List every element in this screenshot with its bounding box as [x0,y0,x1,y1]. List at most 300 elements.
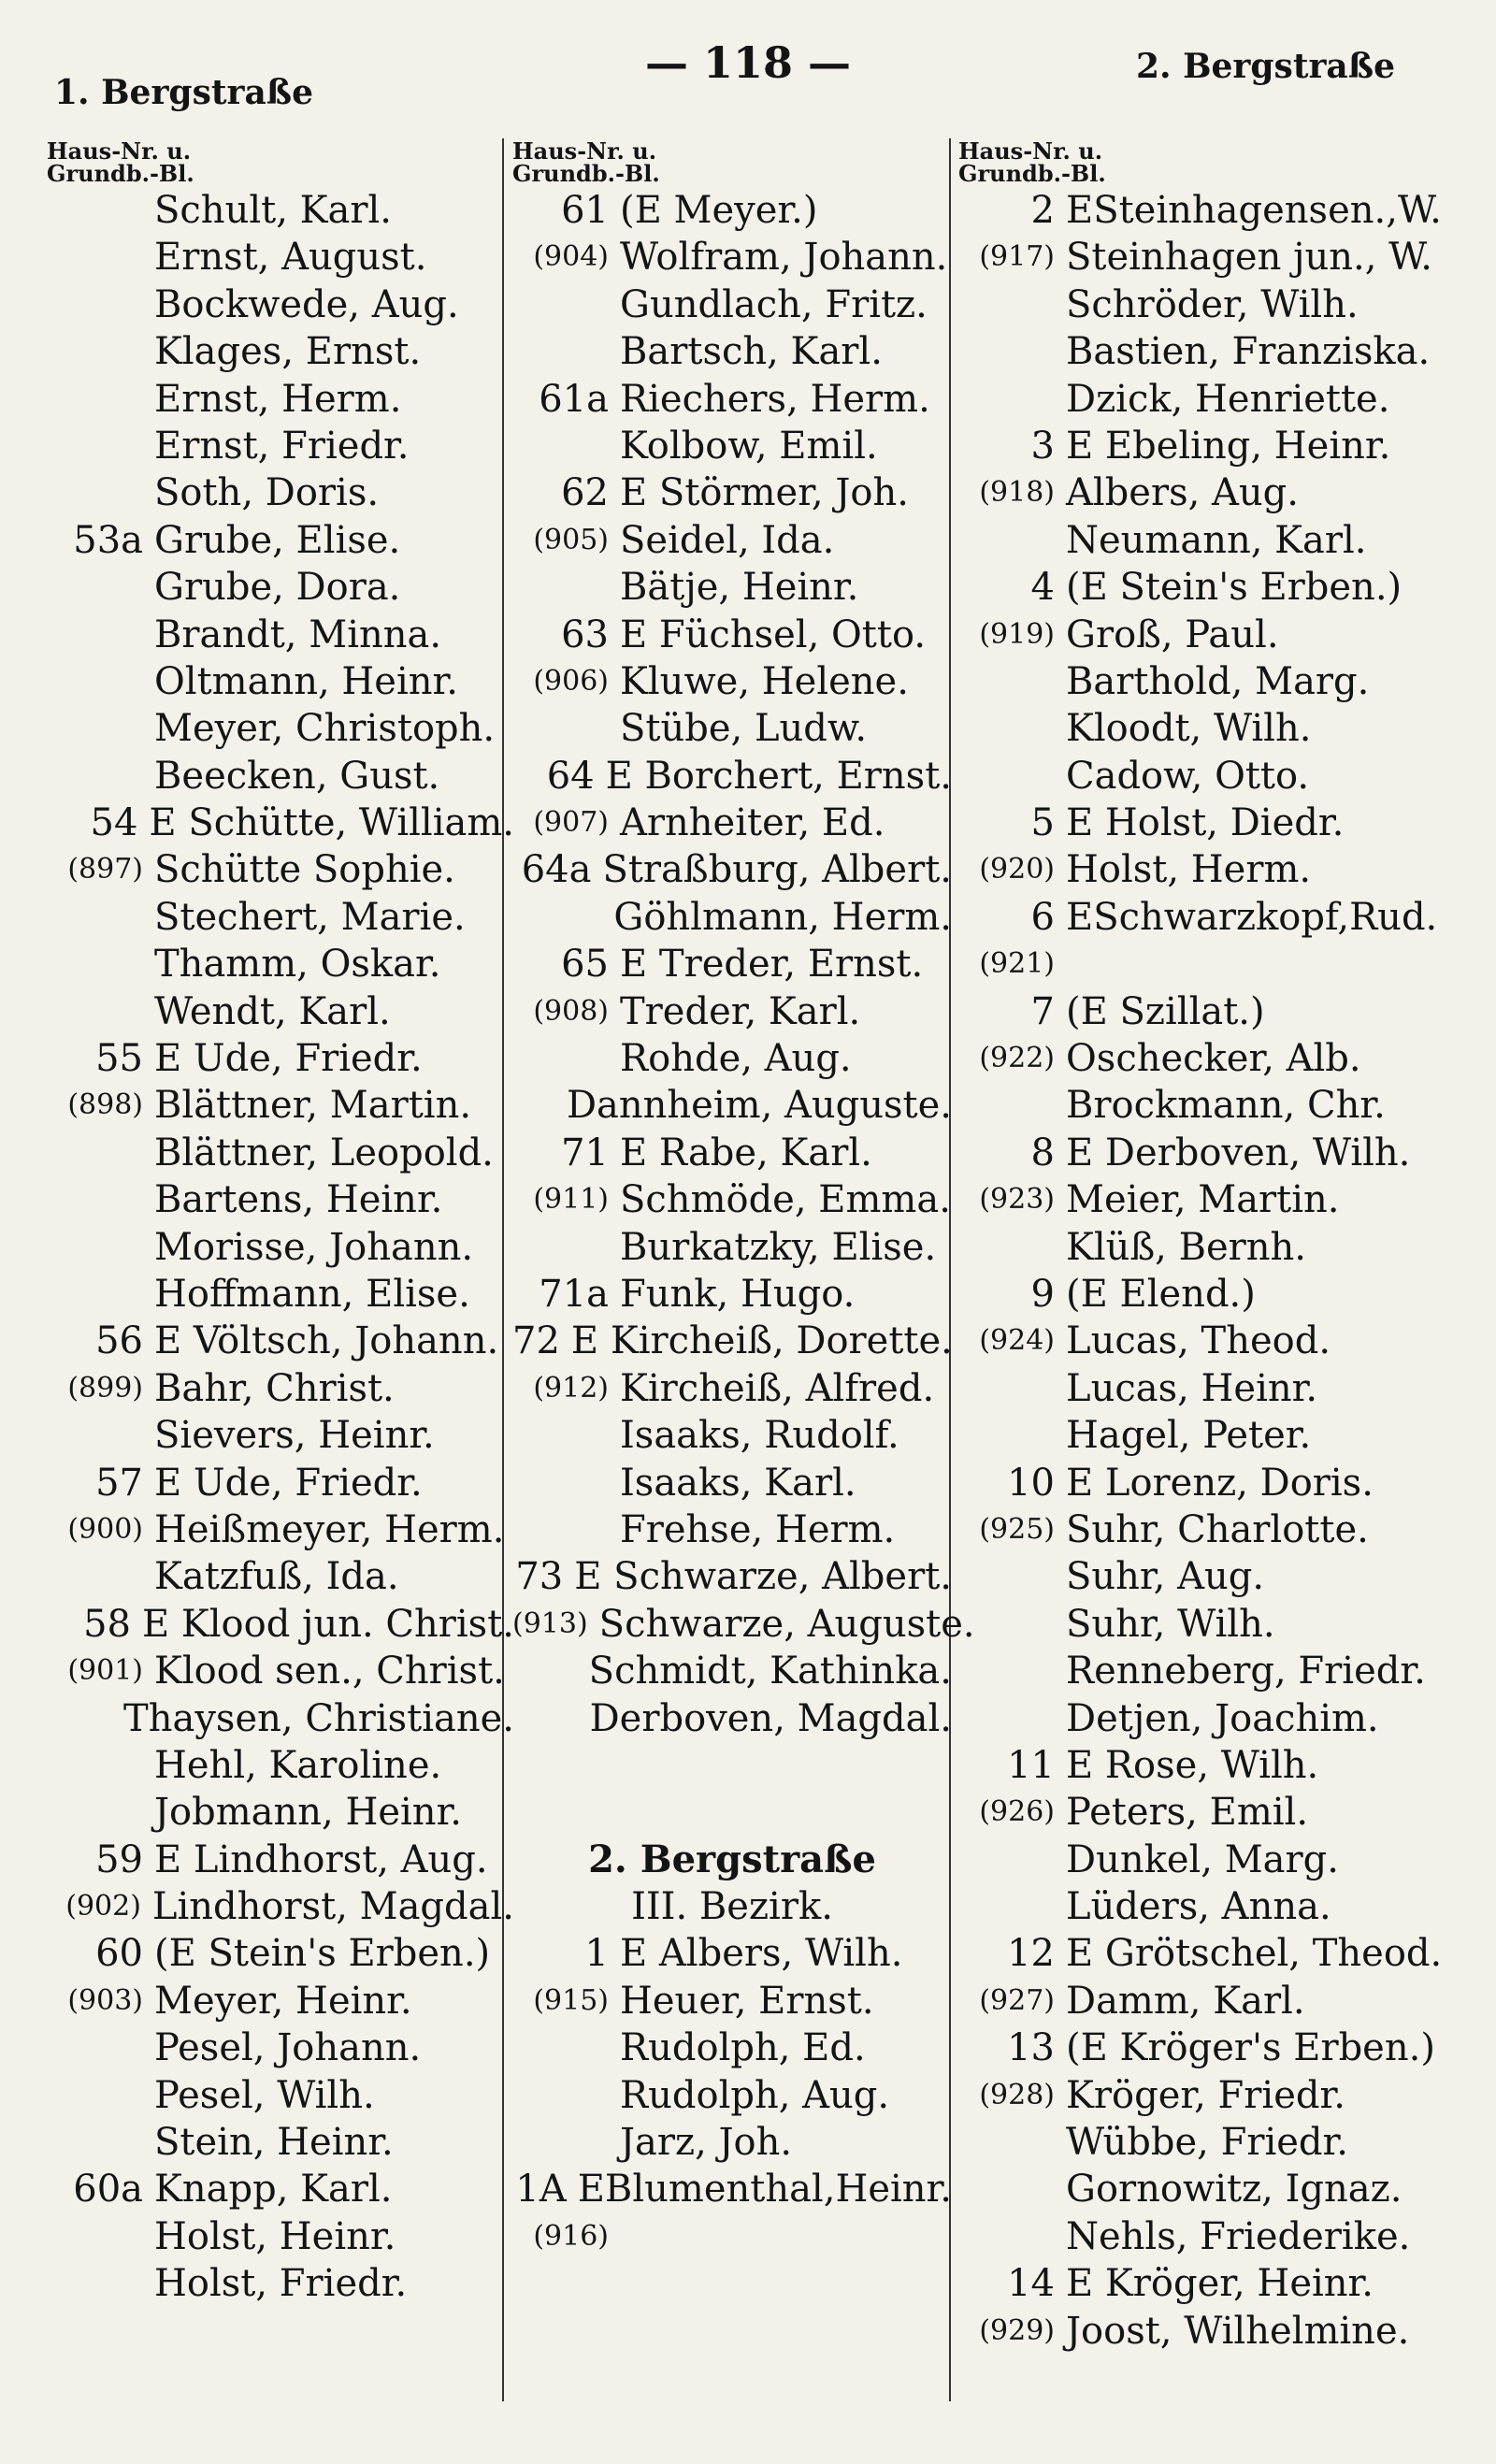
running-head-right: 2. Bergstraße [1135,47,1395,86]
resident-name: Klages, Ernst. [154,330,422,374]
resident-name: Beecken, Gust. [154,754,440,798]
resident-name: Schmöde, Emma. [620,1178,951,1222]
directory-entry [958,800,1463,846]
house-number [512,1082,567,1129]
directory-entry [958,376,1463,423]
house-number [958,1224,1066,1271]
house-number [958,658,1066,705]
resident-name: Renneberg, Friedr. [1066,1650,1426,1693]
grundbuch-number: (900) [67,1512,143,1546]
directory-entry [958,941,1463,987]
resident-name: Kluwe, Helene. [620,659,909,703]
directory-entry [47,2213,514,2260]
resident-name: Grube, Elise. [154,518,401,562]
house-number [958,376,1066,423]
section-title-text: 2. Bergstraße [588,1837,876,1881]
house-number [47,2072,154,2119]
directory-entry [512,658,952,705]
directory-entry [512,2213,952,2260]
resident-name: Bastien, Franziska. [1066,330,1431,374]
house-number [512,2119,620,2166]
resident-name: ESchwarzkopf,Rud. [1066,895,1438,939]
house-number [512,2072,620,2119]
house-number: 1 [584,1932,609,1976]
directory-entry [512,1318,952,1364]
resident-name: Seidel, Ida. [620,518,835,562]
house-number: 71a [539,1272,609,1316]
house-number [512,1648,589,1694]
directory-entry [47,187,514,234]
column-heading: Haus-Nr. u. Grundb.-Bl. [512,137,660,187]
house-number: 5 [1030,801,1055,845]
house-number: 54 [90,801,138,845]
resident-name: Brockmann, Chr. [1066,1084,1386,1128]
directory-entry [47,2025,514,2071]
directory-entry [512,753,952,800]
resident-name: E Kröger, Heinr. [1066,2262,1374,2306]
resident-name: Dannheim, Auguste. [566,1084,952,1128]
house-number [47,1130,154,1176]
resident-name: Holst, Herm. [1066,848,1312,892]
running-head-left: 1. Bergstraße [54,73,314,112]
directory-entry [512,612,952,658]
resident-name: Dzick, Henriette. [1066,377,1390,421]
house-number: 61a [539,377,609,421]
directory-entry [958,894,1463,941]
house-number: 11 [1007,1743,1055,1787]
resident-name: Klood sen., Christ. [154,1650,505,1693]
resident-name: Dunkel, Marg. [1066,1837,1339,1881]
house-number [512,1460,620,1506]
directory-entry [512,1035,952,1082]
house-number: 9 [1030,1272,1055,1316]
directory-entry [512,1506,952,1553]
directory-entry [512,1176,952,1223]
directory-entry [512,941,952,987]
house-number [47,423,154,469]
directory-entry [512,705,952,752]
resident-name: (E Stein's Erben.) [1066,566,1402,610]
directory-entry [512,423,952,469]
resident-name: Kircheiß, Alfred. [620,1366,935,1410]
spacer [512,1742,952,1789]
house-number [47,1742,154,1789]
house-number [958,2166,1066,2212]
house-number [47,2025,154,2071]
column-heading: Haus-Nr. u. Grundb.-Bl. [958,137,1106,187]
directory-entry [958,988,1463,1035]
resident-name: E Völtsch, Johann. [154,1319,499,1363]
resident-name: Meier, Martin. [1066,1178,1340,1222]
directory-entry [958,1930,1463,1977]
house-number [958,1553,1066,1600]
grundbuch-number: (920) [979,853,1055,886]
resident-name: Soth, Doris. [154,471,380,515]
resident-name: Rudolph, Ed. [620,2026,866,2070]
resident-name: E Rose, Wilh. [1066,1743,1319,1787]
resident-name: E Schütte, William. [149,801,514,845]
resident-name: Suhr, Charlotte. [1066,1507,1369,1551]
directory-entry [958,1130,1463,1176]
directory-entry [47,988,514,1035]
directory-entry [47,376,514,423]
grundbuch-number: (897) [67,853,143,886]
directory-entry [512,1695,952,1742]
directory-entry [512,800,952,846]
directory-entry [958,1978,1463,2025]
house-number [47,2119,154,2166]
resident-name: Klüß, Bernh. [1066,1225,1307,1269]
resident-name: (E Elend.) [1066,1272,1256,1316]
resident-name: ESteinhagensen.,W. [1066,189,1442,232]
directory-entry [512,1648,952,1694]
house-number [47,1176,154,1223]
directory-entry [958,1742,1463,1789]
directory-entry [47,2072,514,2119]
house-number [958,1412,1066,1459]
house-number: 3 [1030,424,1055,468]
house-number [958,1648,1066,1694]
directory-entry [47,1601,514,1648]
resident-name: Pesel, Wilh. [154,2073,375,2117]
house-number [512,1412,620,1459]
directory-entry [47,2260,514,2307]
resident-name: E Albers, Wilh. [620,1932,903,1976]
grundbuch-number: (923) [979,1183,1055,1217]
resident-name: Kröger, Friedr. [1066,2073,1345,2117]
house-number: 60 [95,1932,143,1976]
directory-entry [47,1506,514,1553]
house-number [47,234,154,281]
house-number [958,753,1066,800]
directory-entry [47,469,514,516]
directory-entry [958,1695,1463,1742]
resident-name: Brandt, Minna. [154,612,442,656]
page-number: — 118 — [644,37,852,88]
resident-name: Arnheiter, Ed. [620,801,885,845]
resident-name: E Schwarze, Albert. [574,1555,952,1599]
house-number: 10 [1007,1461,1055,1505]
resident-name: E Lorenz, Doris. [1066,1461,1374,1505]
directory-entry [958,1553,1463,1600]
directory-entry [512,2119,952,2166]
resident-name: Joost, Wilhelmine. [1066,2309,1410,2353]
directory-entry [958,234,1463,281]
column-heading: Haus-Nr. u. Grundb.-Bl. [47,137,194,187]
grundbuch-number: (907) [533,806,609,840]
house-number: 64 [546,754,595,798]
resident-name: Stübe, Ludw. [620,707,868,751]
house-number [47,1412,154,1459]
directory-entry [47,1883,514,1930]
directory-entry [958,1412,1463,1459]
directory-entry [958,281,1463,328]
resident-name: Bahr, Christ. [154,1366,395,1410]
resident-name: Holst, Heinr. [154,2214,396,2258]
house-number [47,328,154,375]
directory-entry [47,941,514,987]
grundbuch-number: (921) [979,947,1055,981]
house-number [47,1553,154,1600]
house-number [958,1601,1066,1648]
resident-name: E Borchert, Ernst. [605,754,952,798]
directory-entry [47,846,514,893]
directory-entry [512,1930,952,1977]
resident-name: Meyer, Christoph. [154,707,496,751]
resident-name: Blättner, Leopold. [154,1131,494,1174]
directory-entry [958,564,1463,611]
resident-name: Ernst, August. [154,236,427,280]
resident-name: Schütte Sophie. [154,848,455,892]
resident-name: Lindhorst, Magdal. [151,1885,514,1929]
house-number [958,1082,1066,1129]
house-number [512,705,620,752]
directory-entry [512,517,952,564]
directory-entry [47,423,514,469]
resident-name: Grube, Dora. [154,566,401,610]
resident-name: E Grötschel, Theod. [1066,1932,1443,1976]
grundbuch-number: (908) [533,994,609,1028]
directory-entry [958,1601,1463,1648]
house-number [958,1837,1066,1883]
directory-entry [47,753,514,800]
grundbuch-number: (911) [533,1183,609,1217]
resident-name: Schwarze, Auguste. [598,1602,975,1646]
house-number: 7 [1030,989,1055,1033]
house-number [47,2213,154,2260]
resident-name: Oltmann, Heinr. [154,659,458,703]
directory-entry [512,1553,952,1600]
resident-name: Katzfuß, Ida. [154,1555,399,1599]
directory-entry [512,2072,952,2119]
directory-entry [47,1837,514,1883]
section-subtitle [512,1883,952,1930]
house-number [47,658,154,705]
house-number [512,1506,620,1553]
house-number [512,1695,590,1742]
directory-entry [958,1082,1463,1129]
house-number [958,1883,1066,1930]
house-number [47,941,154,987]
house-number: 64a [521,848,592,892]
house-number: 55 [95,1037,143,1081]
directory-entry [47,1695,514,1742]
house-number [47,469,154,516]
directory-entry [47,328,514,375]
grundbuch-number: (927) [979,1983,1055,2017]
directory-entry [958,2025,1463,2071]
directory-entry [47,1318,514,1364]
directory-entry [47,705,514,752]
directory-entry [47,658,514,705]
directory-entry [512,234,952,281]
directory-entry [512,2166,952,2212]
house-number: 63 [561,612,609,656]
resident-name: Meyer, Heinr. [154,1979,412,2023]
house-number: 58 [83,1602,131,1646]
directory-entry [47,564,514,611]
resident-name: Derboven, Magdal. [589,1696,952,1740]
resident-name: Wübbe, Friedr. [1066,2121,1348,2165]
directory-entry [47,1789,514,1836]
resident-name: Hoffmann, Elise. [154,1272,470,1316]
resident-name: Suhr, Wilh. [1066,1602,1275,1646]
directory-entry [958,2166,1463,2212]
directory-entry [958,328,1463,375]
directory-entry [512,1460,952,1506]
directory-entry [47,234,514,281]
directory-entry [47,1082,514,1129]
directory-entry [512,1601,975,1648]
grundbuch-number: (915) [533,1983,609,2017]
resident-name: Lüders, Anna. [1066,1885,1331,1929]
resident-name: E Lindhorst, Aug. [154,1837,488,1881]
grundbuch-number: (925) [979,1512,1055,1546]
grundbuch-number: (899) [67,1371,143,1405]
directory-entry [47,1978,514,2025]
grundbuch-number: (902) [65,1890,141,1924]
directory-entry [47,2119,514,2166]
house-number: 60a [73,2168,143,2212]
house-number: 61 [561,189,609,232]
resident-name: E Füchsel, Otto. [620,612,927,656]
resident-name: Schult, Karl. [154,189,392,232]
spacer [512,1789,952,1836]
house-number: 71 [561,1131,609,1174]
house-number: 53a [73,518,143,562]
grundbuch-number: (901) [67,1654,143,1688]
house-number [47,894,154,941]
column-right [958,137,1463,2355]
resident-name: E Kircheiß, Dorette. [570,1319,953,1363]
directory-entry [958,2072,1463,2119]
resident-name: Rohde, Aug. [620,1037,852,1081]
house-number [47,1789,154,1836]
column-middle [512,137,975,2260]
directory-entry [512,1978,952,2025]
resident-name: Wendt, Karl. [154,989,391,1033]
resident-name: E Treder, Ernst. [620,943,924,987]
directory-entry [958,1365,1463,1412]
resident-name: Morisse, Johann. [154,1225,474,1269]
directory-entry [512,376,952,423]
house-number: 1A [515,2168,567,2212]
house-number [958,328,1066,375]
resident-name: Bockwede, Aug. [154,282,459,326]
resident-name: Hehl, Karoline. [154,1743,442,1787]
directory-entry [512,328,952,375]
directory-entry [512,846,952,893]
resident-name: Hagel, Peter. [1066,1414,1312,1458]
resident-name: E Störmer, Joh. [620,471,909,515]
house-number [512,1035,620,1082]
house-number [512,281,620,328]
resident-name: Jobmann, Heinr. [154,1791,463,1835]
directory-entry [512,469,952,516]
house-number [512,2025,620,2071]
resident-name: Schröder, Wilh. [1066,282,1359,326]
grundbuch-number: (918) [979,476,1055,510]
resident-name: Heißmeyer, Herm. [154,1507,505,1551]
resident-name: Lucas, Theod. [1066,1319,1331,1363]
house-number [958,705,1066,752]
grundbuch-number: (922) [979,1042,1055,1075]
directory-entry [47,1365,514,1412]
directory-entry [512,564,952,611]
column-left [47,137,514,2308]
grundbuch-number: (926) [979,1795,1055,1829]
directory-entry [958,1176,1463,1223]
resident-name: E Ude, Friedr. [154,1461,423,1505]
resident-name: Thamm, Oskar. [154,943,441,987]
house-number [958,2119,1066,2166]
house-number: 59 [95,1837,143,1881]
resident-name: Nehls, Friederike. [1066,2214,1411,2258]
directory-entry [958,1460,1463,1506]
resident-name: E Ude, Friedr. [154,1037,423,1081]
directory-entry [958,1648,1463,1694]
resident-name: Bartsch, Karl. [620,330,883,374]
house-number [47,281,154,328]
grundbuch-number: (913) [512,1607,588,1640]
directory-entry [958,705,1463,752]
directory-entry [512,1082,952,1129]
house-number [47,612,154,658]
directory-entry [47,1130,514,1176]
house-number: 4 [1030,566,1055,610]
directory-entry [958,187,1463,234]
grundbuch-number: (906) [533,664,609,698]
resident-name: Steinhagen jun., W. [1066,236,1432,280]
grundbuch-number: (903) [67,1983,143,2017]
resident-name: Riechers, Herm. [620,377,930,421]
resident-name: Kloodt, Wilh. [1066,707,1312,751]
grundbuch-number: (898) [67,1088,143,1122]
resident-name: Oschecker, Alb. [1066,1037,1361,1081]
resident-name: Rudolph, Aug. [620,2073,890,2117]
directory-entry [958,2213,1463,2260]
resident-name: (E Stein's Erben.) [154,1932,491,1976]
grundbuch-number: (904) [533,240,609,274]
section-title [512,1837,952,1883]
house-number [47,187,154,234]
grundbuch-number: (917) [979,240,1055,274]
directory-entry [958,423,1463,469]
house-number [47,988,154,1035]
directory-entry [47,1224,514,1271]
resident-name: Heuer, Ernst. [620,1979,874,2023]
directory-entry [47,1176,514,1223]
house-number: 14 [1007,2262,1055,2306]
house-number [47,2260,154,2307]
house-number: 8 [1030,1131,1055,1174]
directory-entry [47,1553,514,1600]
house-number: 6 [1030,895,1055,939]
resident-name: Holst, Friedr. [154,2262,408,2306]
directory-entry [512,281,952,328]
resident-name: Göhlmann, Herm. [613,895,952,939]
house-number [958,1365,1066,1412]
directory-entry [958,2260,1463,2307]
resident-name: Stein, Heinr. [154,2121,394,2165]
directory-entry [47,281,514,328]
house-number [512,423,620,469]
directory-entry [47,2166,514,2212]
resident-name: Suhr, Aug. [1066,1555,1265,1599]
resident-name: Straßburg, Albert. [602,848,952,892]
resident-name: Albers, Aug. [1066,471,1300,515]
directory-entry [512,1224,952,1271]
